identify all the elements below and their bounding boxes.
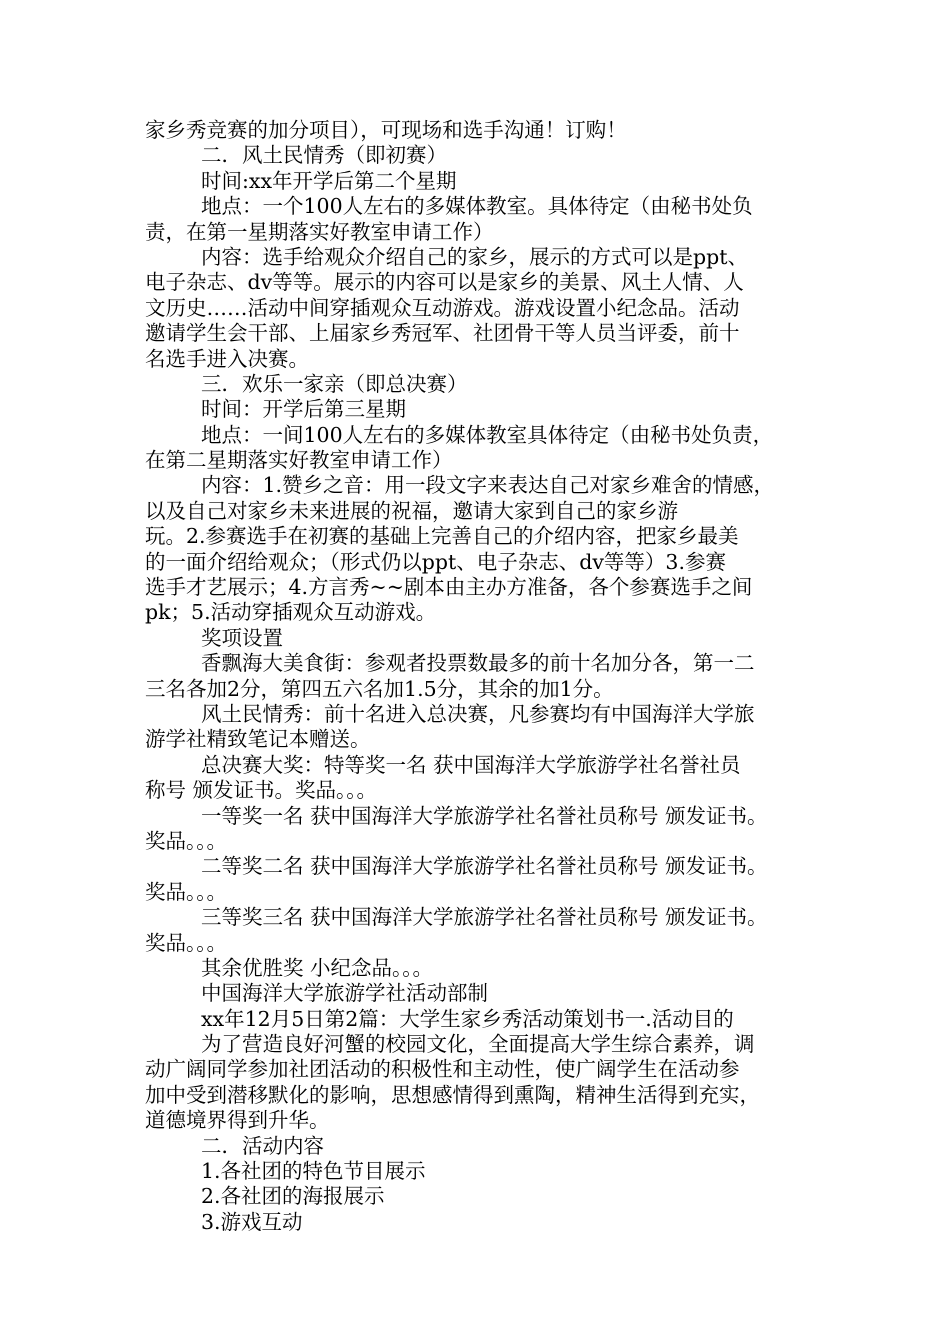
text-line: 责，在第一星期落实好教室申请工作） — [145, 219, 494, 244]
text-line: 3.游戏互动 — [201, 1209, 303, 1234]
text-line: 内容：1.赞乡之音：用一段文字来表达自己对家乡难舍的情感， — [201, 473, 775, 498]
text-line: 邀请学生会干部、上届家乡秀冠军、社团骨干等人员当评委，前十 — [145, 321, 740, 346]
text-line: 名选手进入决赛。 — [145, 346, 309, 371]
text-line: 电子杂志、dv等等。展示的内容可以是家乡的美景、风土人情、人 — [145, 270, 744, 295]
text-line: 三．欢乐一家亲（即总决赛） — [201, 371, 468, 396]
text-line: 香飘海大美食街：参观者投票数最多的前十名加分各，第一二 — [201, 651, 755, 676]
document-page — [145, 118, 835, 1235]
text-line: 二．活动内容 — [201, 1133, 324, 1158]
text-line: 中国海洋大学旅游学社活动部制 — [201, 981, 488, 1006]
text-line: 时间:xx年开学后第二个星期 — [201, 168, 457, 193]
text-line: 在第二星期落实好教室申请工作） — [145, 448, 453, 473]
text-line: 选手才艺展示；4.方言秀~~剧本由主办方准备，各个参赛选手之间 — [145, 575, 753, 600]
text-line: 奖品。。。 — [145, 828, 227, 853]
text-line: 家乡秀竞赛的加分项目），可现场和选手沟通！订购！ — [145, 118, 627, 142]
text-line: 奖品。。。 — [145, 930, 227, 955]
text-line: 三名各加2分，第四五六名加1.5分，其余的加1分。 — [145, 676, 614, 701]
text-line: 时间：开学后第三星期 — [201, 397, 406, 422]
text-line: 地点：一间100人左右的多媒体教室具体待定（由秘书处负责， — [201, 422, 774, 447]
text-line: 风土民情秀：前十名进入总决赛，凡参赛均有中国海洋大学旅 — [201, 701, 755, 726]
text-line: 其余优胜奖 小纪念品。。。 — [201, 955, 434, 980]
text-line: 1.各社团的特色节目展示 — [201, 1159, 426, 1184]
text-line: 以及自己对家乡未来进展的祝福，邀请大家到自己的家乡游 — [145, 498, 678, 523]
text-line: 的一面介绍给观众；（形式仍以ppt、电子杂志、dv等等）3.参赛 — [145, 549, 726, 574]
text-line: 加中受到潜移默化的影响，思想感情得到熏陶，精神生活得到充实， — [145, 1082, 760, 1107]
text-line: 一等奖一名 获中国海洋大学旅游学社名誉社员称号 颁发证书。 — [201, 803, 768, 828]
text-line: 为了营造良好河蟹的校园文化，全面提高大学生综合素养，调 — [201, 1032, 755, 1057]
text-line: 动广阔同学参加社团活动的积极性和主动性，使广阔学生在活动参 — [145, 1057, 740, 1082]
text-line: 二等奖二名 获中国海洋大学旅游学社名誉社员称号 颁发证书。 — [201, 854, 768, 879]
text-line: 2.各社团的海报展示 — [201, 1184, 385, 1209]
text-line: 总决赛大奖：特等奖一名 获中国海洋大学旅游学社名誉社员 — [201, 752, 741, 777]
text-line: xx年12月5日第2篇：大学生家乡秀活动策划书一.活动目的 — [201, 1006, 734, 1031]
text-line: 内容：选手给观众介绍自己的家乡，展示的方式可以是ppt、 — [201, 244, 748, 269]
text-line: 地点：一个100人左右的多媒体教室。具体待定（由秘书处负 — [201, 194, 753, 219]
text-line: 奖项设置 — [201, 625, 283, 650]
text-line: 游学社精致笔记本赠送。 — [145, 727, 371, 752]
text-line: 玩。2.参赛选手在初赛的基础上完善自己的介绍内容，把家乡最美 — [145, 524, 739, 549]
text-line: 奖品。。。 — [145, 879, 227, 904]
text-line: pk；5.活动穿插观众互动游戏。 — [145, 600, 437, 625]
text-line: 文历史……活动中间穿插观众互动游戏。游戏设置小纪念品。活动 — [145, 295, 740, 320]
text-line: 称号 颁发证书。奖品。。。 — [145, 778, 378, 803]
text-line: 道德境界得到升华。 — [145, 1108, 330, 1133]
text-line: 三等奖三名 获中国海洋大学旅游学社名誉社员称号 颁发证书。 — [201, 905, 768, 930]
text-line: 二．风土民情秀（即初赛） — [201, 143, 447, 168]
